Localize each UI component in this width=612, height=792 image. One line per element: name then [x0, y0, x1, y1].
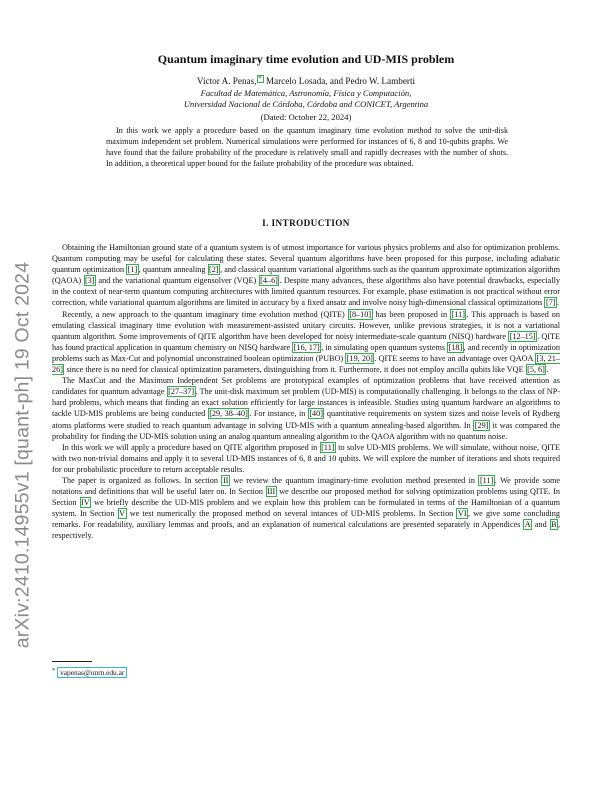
citation-link[interactable]: [27–37] [168, 387, 195, 397]
introduction-body [52, 242, 560, 542]
paragraph-4: In this work we will apply a procedure based on QITE algorithm proposed in [11] to solve UD-MIS problems. We will simulate, without noise, QITE with two non-trivial domains and apply it to several UD-MIS instances of 6, 8 and 10 qubits. We will explore the number of iterations and shots required for our probabilistic procedure to return acceptable results. [52, 442, 560, 474]
paragraph-2: Recently, a new approach to the quantum imaginary time evolution method (QITE) [8–10] has been proposed in [11] . This approach is based on emulating classical imaginary time evolution with measurement-assisted unitary circuits. However, unlike previous strategies, it is not a variational quantum algorithm. Some improvements of QITE algorithm have been developed for noisy intermediate-scale quantum (NISQ) hardware [12–15] . QITE has found practical application in quantum chemistry on NISQ hardware [16, 17] , in simulating open quantum systems [18] , and recently in optimization problems such as Max-Cut and polynomial unconstrained boolean optimization (PUBO) [19, 20] . QITE seems to have an advantage over QAOA [3, 21–26] since there is no need for classical optimization parameters, distinguishing from it. Furthermore, it does not employ ancilla qubits like VQE [5, 6] . [52, 309, 560, 375]
citation-link[interactable]: [3] [85, 276, 95, 286]
citation-link[interactable]: [1] [127, 265, 138, 275]
paragraph-3: The MaxCut and the Maximum Independent Set problems are prototypical examples of optimization problems that have received attention as candidates for quantum advantage [27–37] . The unit-disk maximum set problem (UD-MIS) is computationally challenging. It belongs to the class of NP-hard problems, which means that finding an exact solution efficiently for large instances is infeasible. Studies using quantum hardware an algorithms to tackle UD-MIS problems are being conducted [29, 38–40] . For instance, in [40] quantitative requirements on system sizes and noise levels of Rydberg atoms platforms were studied to reach quantum advantage in solving UD-MIS with a quantum annealing-based algorithm. In [29] it was compared the probability for finding the UD-MIS solution using an analog quantum annealing algorithm to the QAOA algorithm with no quantum noise. [52, 376, 561, 441]
appendix-link[interactable]: B [551, 520, 557, 530]
citation-link[interactable]: [29, 38–40] [209, 409, 248, 419]
citation-link[interactable]: [5, 6] [527, 365, 545, 375]
arxiv-identifier [6, 210, 40, 700]
citation-link[interactable]: [12–15] [509, 331, 536, 341]
citation-link[interactable]: [11] [321, 442, 335, 452]
citation-link[interactable]: [19, 20] [346, 353, 373, 363]
paragraph-1: Obtaining the Hamiltonian ground state of a quantum system is of utmost importance for various physics problems and also for optimization problems. Quantum computing may be useful for calculating these states. Several quantum algorithms have been proposed for this purpose, including adiabatic quantum optimization [1] , quantum annealing [2] , and classical quantum variational algorithms such as the quantum approximate optimization algorithm (QAOA) [3] and the variational quantum eigensolver (VQE) [4–6] . Despite many advances, these algorithms also have potential drawbacks, especially in the context of near-term quantum computing architectures with limited quantum resources. For example, phase estimation is not practical without error correction, while variational quantum algorithms are limited in accuracy by a fixed ansatz and involve noisy high-dimensional classical optimizations [7] . [52, 243, 560, 308]
citation-link[interactable]: [7] [545, 298, 556, 308]
section-link[interactable]: II [222, 475, 229, 485]
citation-link[interactable]: [18] [448, 342, 463, 352]
citation-link[interactable]: [40] [309, 409, 323, 419]
footnote [52, 668, 127, 677]
arxiv-identifier-text: arXiv:2410.14955v1 [quant-ph] 19 Oct 2024 [11, 261, 34, 649]
author-list [90, 76, 522, 86]
affiliation-line-1: Facultad de Matemática, Astronomía, Física y Computación, [200, 88, 412, 98]
citation-link[interactable]: [4–6] [260, 276, 278, 286]
section-link[interactable]: V [119, 509, 126, 519]
affiliation [90, 88, 522, 110]
paragraph-5: The paper is organized as follows. In section II we review the quantum imaginary-time evolution method presented in [11] . We provide some notations and definitions that will be useful later on. In Section III we describe our proposed method for solving optimization problems using QITE. In Section IV we briefly describe the UD-MIS problem and we explain how this problem can be formulated in terms of the Hamiltonian of a quantum system. In Section V we test numerically the proposed method on several intances of UD-MIS problems. In Section VI , we give some concluding remarks. For readability, auxiliary lemmas and proofs, and an explanation of numerical calculations are presented separately in Appendices A and B , respectively. [52, 475, 561, 541]
author-1: Victor A. Penas, [196, 76, 257, 87]
section-link[interactable]: IV [81, 498, 90, 508]
email-link[interactable]: vapenas@unrn.edu.ar [57, 667, 127, 678]
section-link[interactable]: III [267, 487, 276, 497]
author-rest: Marcelo Losada, and Pedro W. Lamberti [265, 76, 416, 87]
citation-link[interactable]: [16, 17] [293, 342, 320, 352]
citation-link[interactable]: [11] [451, 309, 465, 319]
author-footnote-link[interactable]: * [258, 76, 262, 82]
affiliation-line-2: Universidad Nacional de Córdoba, Córdoba and CONICET, Argentina [183, 99, 429, 109]
footnote-rule [52, 661, 92, 662]
abstract: In this work we apply a procedure based on the quantum imaginary time evolution method to solve the unit-disk maximum independent set problem. Numerical simulations were performed for instances of 6, 8 and 10-qubits graphs. We have found that the failure probability of the procedure is relatively small and rapidly decreases with the number of shots. In addition, a theoretical upper bound for the failure probability of the procedure was obtained. [106, 126, 508, 169]
appendix-link[interactable]: A [524, 520, 531, 530]
citation-link[interactable]: [29] [474, 420, 489, 430]
footnote-mark: * [52, 668, 56, 674]
citation-link[interactable]: [11] [479, 475, 494, 485]
citation-link[interactable]: [2] [209, 265, 219, 275]
section-link[interactable]: VI [457, 509, 467, 519]
section-heading-introduction: I. INTRODUCTION [262, 218, 350, 228]
paper-title: Quantum imaginary time evolution and UD-MIS problem [157, 52, 455, 66]
citation-link[interactable]: [3, 21–26] [52, 353, 560, 375]
dated-line: (Dated: October 22, 2024) [260, 112, 352, 122]
citation-link[interactable]: [8–10] [349, 309, 372, 319]
